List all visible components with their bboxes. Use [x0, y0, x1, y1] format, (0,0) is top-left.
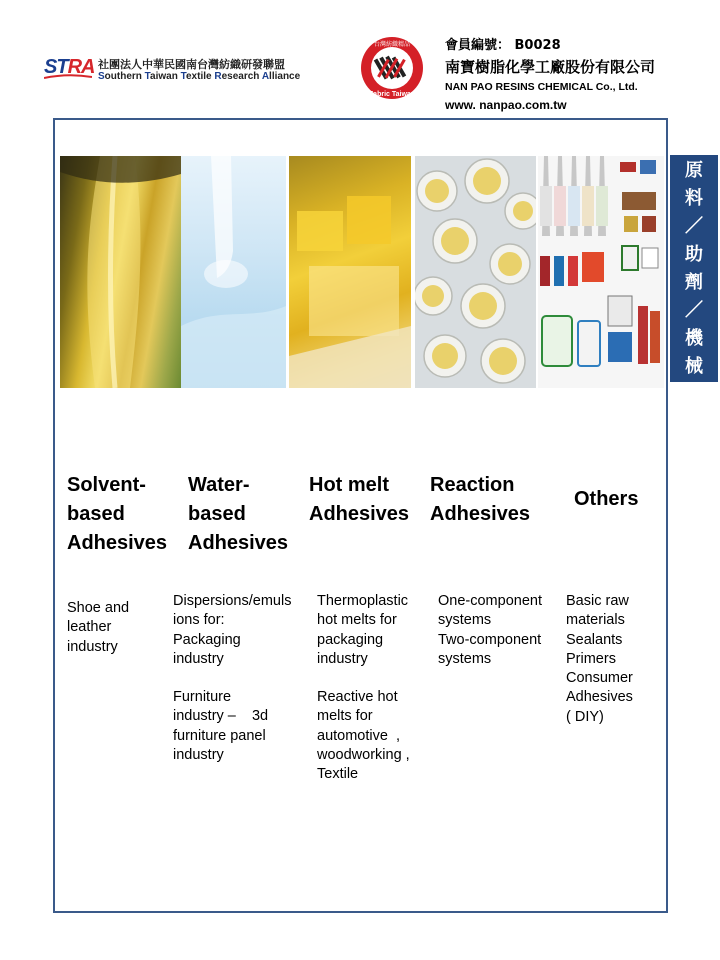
category-desc-water — [173, 592, 291, 765]
stra-english-name-part: R — [214, 71, 222, 82]
category-desc-line: Reactive hot — [317, 689, 398, 706]
category-desc-line: industry — [67, 638, 118, 655]
stra-swoosh-icon — [44, 74, 92, 80]
solvent-adhesive-photo — [60, 156, 181, 388]
category-desc-line: One-component — [438, 593, 542, 609]
category-desc-line: leather — [67, 619, 112, 636]
fabric-taiwan-logo — [360, 36, 424, 100]
category-desc-line: Consumer — [566, 670, 633, 687]
category-title-hotmelt — [309, 471, 409, 529]
side-tab-char: 原 — [685, 159, 703, 181]
category-title-water — [188, 471, 288, 558]
stra-english-name-part: lliance — [269, 71, 301, 82]
category-title-line: Adhesives — [430, 503, 531, 525]
side-tab-char: 助 — [685, 243, 703, 265]
stra-english-name-part: outhern — [104, 71, 145, 82]
category-desc-line: industry — [317, 650, 368, 667]
side-tab-char: ／ — [685, 215, 703, 237]
category-desc-others — [566, 592, 633, 727]
stra-logo-mark: STRA — [44, 56, 95, 78]
category-desc-line — [317, 669, 410, 688]
category-desc-line: industry — [173, 650, 224, 667]
company-block — [445, 34, 655, 112]
stra-english-name-part: T — [180, 71, 186, 82]
category-title-line: Water- — [188, 474, 250, 496]
stra-english-name-part: esearch — [221, 71, 262, 82]
side-tab-char: 料 — [685, 187, 703, 209]
category-desc-line: systems — [438, 612, 492, 629]
stra-english-name-part: A — [261, 71, 270, 82]
category-desc-line: industry – 3d — [173, 708, 269, 725]
category-desc-reaction — [438, 592, 542, 669]
category-title-line: Others — [574, 488, 639, 510]
category-desc-line: Basic raw — [566, 593, 629, 609]
category-desc-line: Thermoplastic — [317, 593, 409, 609]
category-title-line: Adhesives — [67, 532, 168, 554]
category-desc-line: systems — [438, 650, 492, 667]
stra-english-name-part: extile — [186, 71, 215, 82]
category-desc-solvent — [67, 599, 129, 657]
category-desc-line: furniture panel — [173, 727, 266, 744]
company-website[interactable]: www. nanpao.com.tw — [445, 98, 567, 112]
stra-english-name — [98, 71, 300, 82]
category-desc-line: Sealants — [566, 631, 623, 648]
category-title-line: Reaction — [430, 474, 515, 496]
category-desc-hotmelt — [317, 592, 410, 785]
category-desc-line — [173, 669, 291, 688]
category-desc-line: Dispersions/emuls — [173, 593, 292, 609]
reaction-adhesive-photo — [415, 156, 536, 388]
category-desc-line: Primers — [566, 650, 616, 667]
category-desc-line: ions for: — [173, 612, 225, 629]
company-name-en: NAN PAO RESINS CHEMICAL Co., Ltd. — [445, 81, 638, 93]
category-desc-line: hot melts for — [317, 612, 397, 629]
category-desc-line: Two-component — [438, 631, 542, 648]
company-name-cn: 南寶樹脂化學工廠股份有限公司 — [445, 58, 656, 76]
category-desc-line: ( DIY) — [566, 708, 604, 725]
side-tab-char: ／ — [685, 299, 703, 321]
category-title-line: Adhesives — [309, 503, 410, 525]
side-tab-char: 機 — [685, 327, 703, 349]
category-title-line: Adhesives — [188, 532, 289, 554]
category-desc-line: automotive , — [317, 727, 401, 744]
side-tab-category — [670, 155, 718, 382]
side-tab-char: 械 — [685, 355, 703, 377]
stra-english-name-part: S — [98, 71, 105, 82]
category-title-line: based — [188, 503, 246, 525]
category-desc-line: Furniture — [173, 689, 232, 706]
category-desc-line: Adhesives — [566, 689, 633, 706]
category-desc-line: Packaging — [173, 631, 241, 648]
category-desc-line: industry — [173, 747, 224, 764]
hot-melt-adhesive-photo — [289, 156, 411, 388]
category-desc-line: Shoe and — [67, 600, 130, 616]
member-number: 會員編號： B0028 — [445, 38, 561, 53]
category-desc-line: packaging — [317, 631, 384, 648]
stra-english-name-part: aiwan — [150, 71, 181, 82]
side-tab-char: 劑 — [685, 271, 703, 293]
category-title-others — [574, 485, 638, 514]
stra-english-name-part: T — [144, 71, 151, 82]
category-title-line: Solvent- — [67, 474, 146, 496]
category-title-reaction — [430, 471, 530, 529]
stra-chinese-name: 社團法人中華民國南台灣紡織研發聯盟 — [98, 58, 285, 71]
water-based-adhesive-photo — [181, 156, 286, 388]
category-title-line: Hot melt — [309, 474, 389, 496]
category-title-line: based — [67, 503, 125, 525]
category-desc-line: Textile — [317, 766, 359, 783]
category-desc-line: melts for — [317, 708, 373, 725]
ft-logo-top-text: 台灣紡織精品 — [373, 41, 411, 48]
stra-logo — [44, 54, 314, 86]
category-title-solvent — [67, 471, 167, 558]
category-desc-line: woodworking , — [317, 747, 410, 764]
ft-logo-bottom-text: Fabric Taiwan — [368, 91, 416, 98]
other-products-photo — [538, 156, 664, 388]
category-desc-line: materials — [566, 612, 625, 629]
